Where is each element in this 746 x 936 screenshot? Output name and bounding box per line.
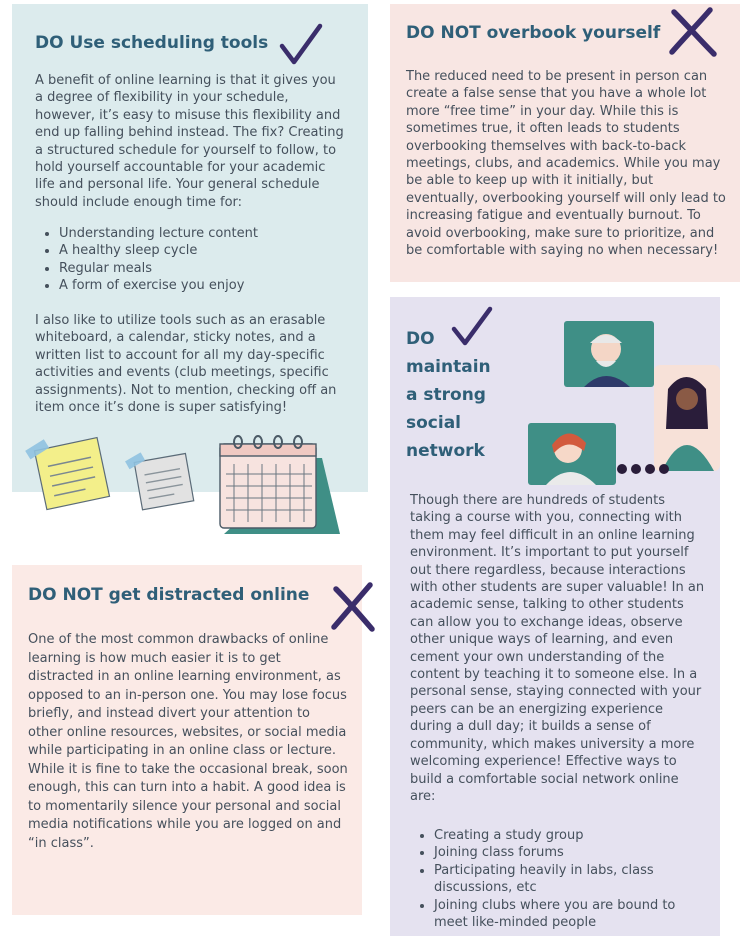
list-item: • Participating heavily in labs, class discussions, etc — [434, 862, 706, 897]
list-item: • Joining class forums — [434, 844, 706, 861]
list-item: • A form of exercise you enjoy — [59, 277, 359, 294]
social-title-line: maintain — [406, 357, 491, 377]
social-body: Though there are hundreds of students taking a course with you, connecting with them may feel difficult in an online learning environment. It’s important to put yourself out there regardless, because interactions with other students are super valuable! In an academic sense, talking to other students can allow you to exchange ideas, observe other unique ways of learning, and even cement your own understanding of the content by teaching it to someone else. In a personal sense, staying connected with your peers can be an energizing experience during a dull day; it builds a sense of community, which makes university a more welcoming experience! Effective ways to build a comfortable social network online are: — [410, 493, 705, 804]
check-mark-icon — [450, 305, 494, 349]
social-title-line: DO — [406, 329, 435, 349]
sticky-note-icon — [22, 432, 118, 516]
scheduling-outro: I also like to utilize tools such as an erasable whiteboard, a calendar, sticky notes, and a written list to account for all my day-specific activities and events (club meetings, specific assignments). Not to mention, checking off an item once it’s done is super satisfying! — [35, 313, 337, 416]
x-mark-icon — [666, 6, 720, 58]
overbook-title: DO NOT overbook yourself — [406, 23, 661, 43]
distract-panel — [12, 565, 362, 915]
social-title-line: social — [406, 413, 462, 433]
social-list — [410, 827, 706, 931]
list-item: • Creating a study group — [434, 827, 706, 844]
distract-body: One of the most common drawbacks of online learning is how much easier it is to get distracted in an online learning environment, as opposed to an in-person one. You may lose focus briefly, and instead divert your attention to other online resources, websites, or social media while participating in an online class or lecture. While it is fine to take the occasional break, soon enough, this can turn into a habit. A good idea is to momentarily silence your personal and social media notifications while you are logged on and “in class”. — [28, 632, 348, 851]
distract-title: DO NOT get distracted online — [28, 585, 310, 605]
list-item: • A healthy sleep cycle — [59, 242, 359, 259]
scheduling-intro: A benefit of online learning is that it gives you a degree of flexibility in your schedule, however, it’s easy to misuse this flexibility and end up falling behind instead. The fix? Creating a structured schedule for yourself to follow, to hold yourself accountable for your academic life and personal life. Your general schedule should include enough time for: — [35, 73, 344, 210]
scheduling-list — [35, 225, 359, 295]
scheduling-title: DO Use scheduling tools — [35, 33, 269, 53]
list-item: • Understanding lecture content — [59, 225, 359, 242]
social-panel — [390, 297, 720, 936]
social-title-line: a strong — [406, 385, 486, 405]
overbook-body: The reduced need to be present in person can create a false sense that you have a whole lot more “free time” in your day. While this is sometimes true, it often leads to students overbooking themselves with back-to-back meetings, clubs, and academics. While you may be able to keep up with it initially, but eventually, overbooking yourself will only lead to increasing fatigue and eventually burnout. To avoid overbooking, make sure to prioritize, and be comfortable with saying no when necessary! — [406, 69, 726, 259]
sticky-note-icon — [122, 448, 202, 516]
list-item: • Joining clubs where you are bound to meet like-minded people — [434, 897, 706, 932]
scheduling-panel — [12, 4, 368, 492]
social-title-line: network — [406, 441, 485, 461]
check-mark-icon — [278, 22, 324, 68]
desk-calendar-icon — [212, 424, 352, 538]
video-call-illustration — [526, 319, 720, 489]
overbook-panel — [390, 4, 740, 282]
list-item: • Regular meals — [59, 260, 359, 277]
x-mark-icon — [330, 581, 380, 633]
